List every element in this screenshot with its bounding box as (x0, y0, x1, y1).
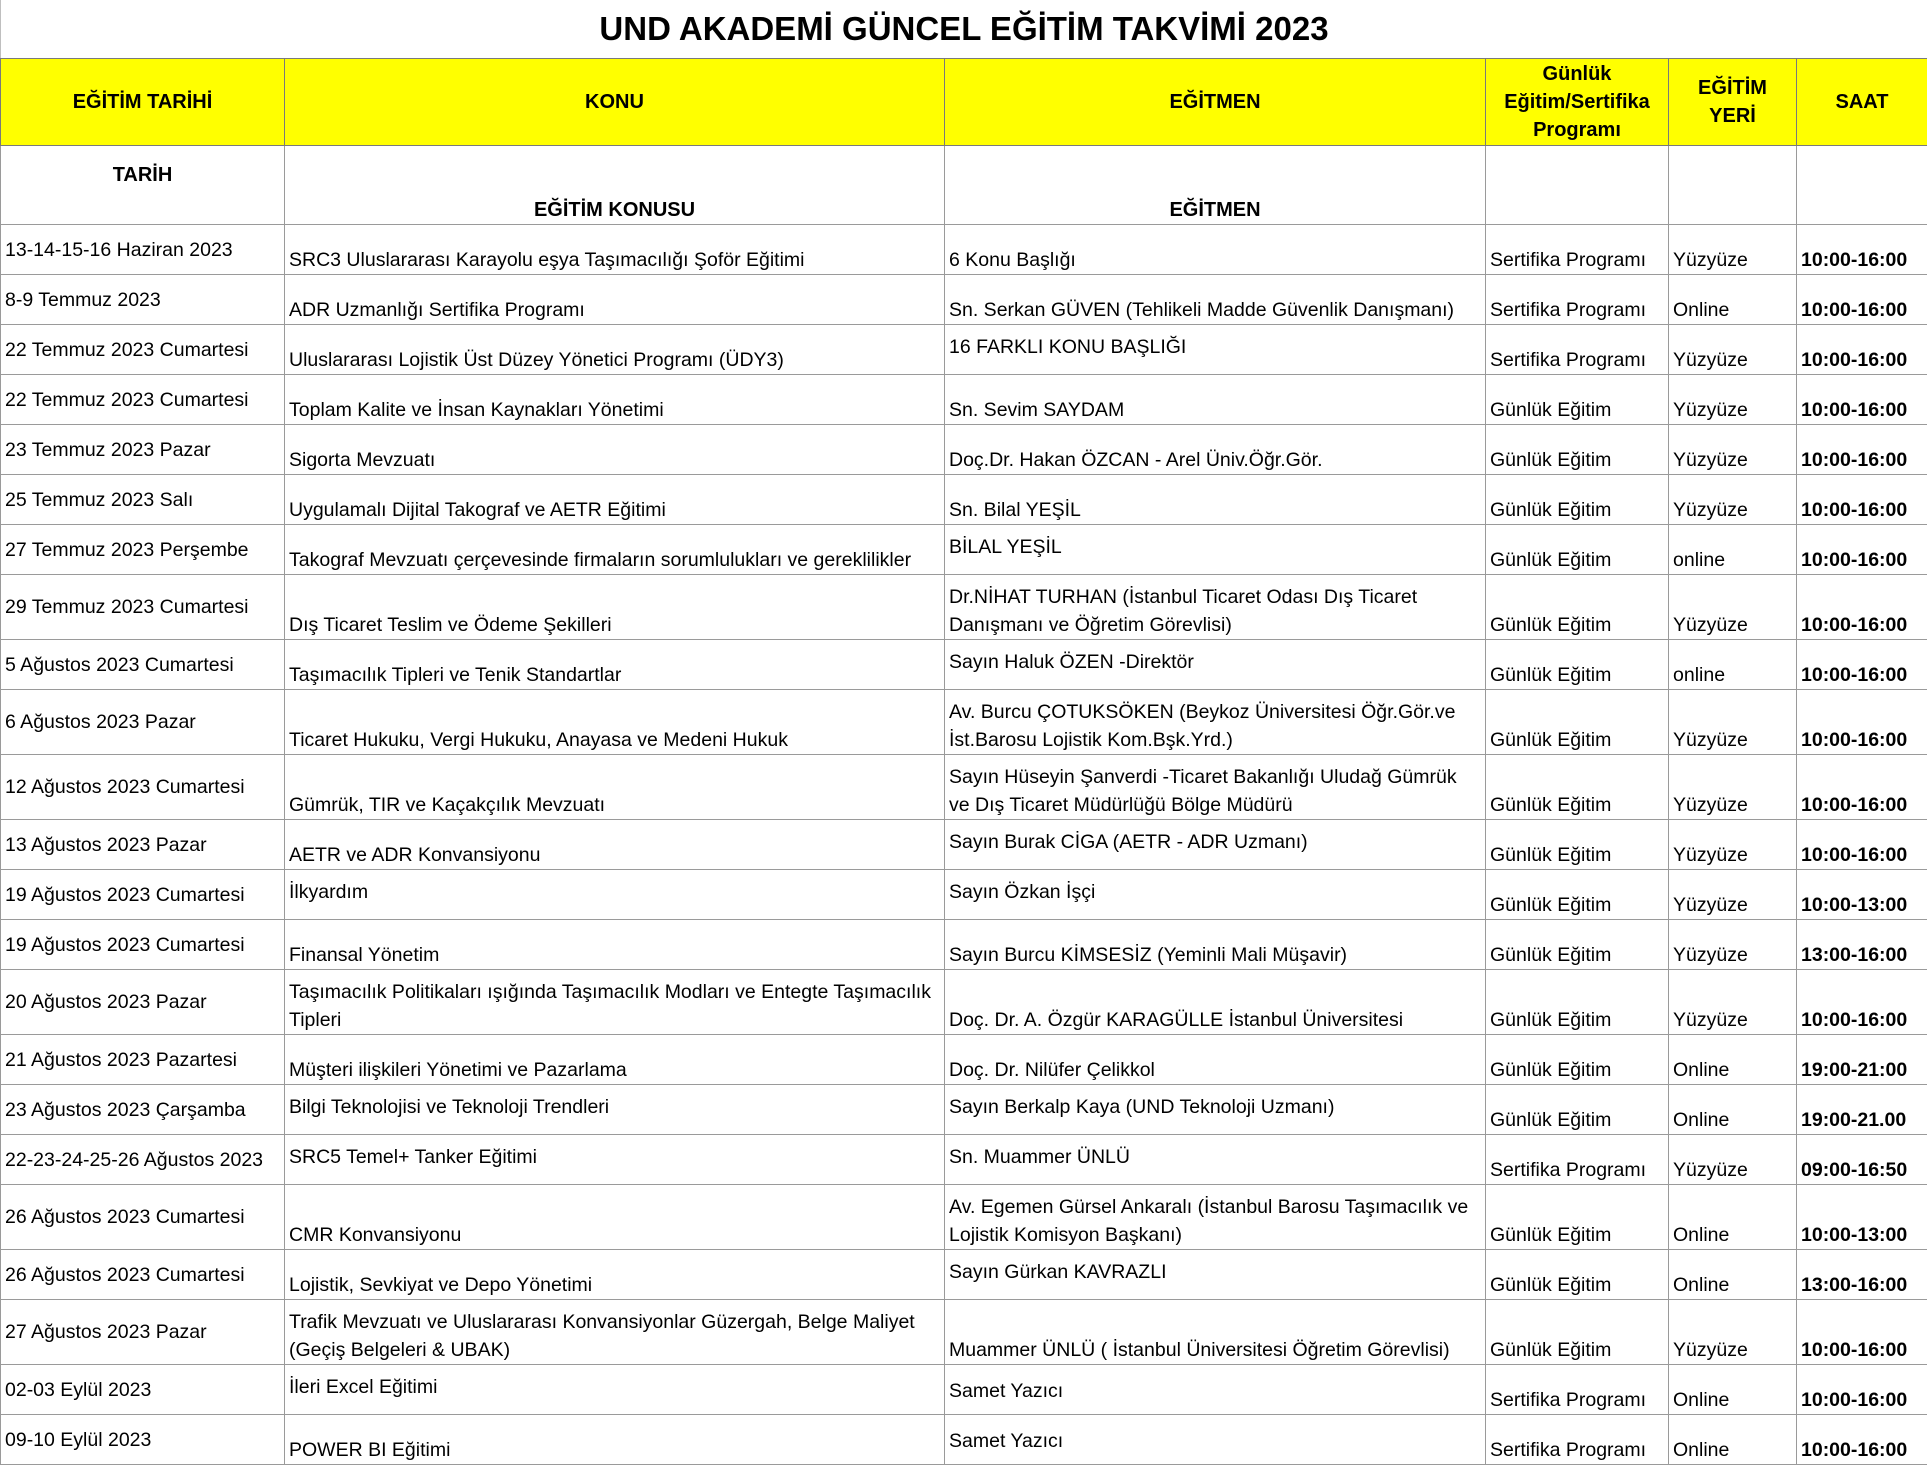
cell-place: Online (1669, 1415, 1797, 1465)
cell-program: Günlük Eğitim (1486, 640, 1669, 690)
cell-date: 26 Ağustos 2023 Cumartesi (1, 1185, 285, 1250)
cell-program: Günlük Eğitim (1486, 1035, 1669, 1085)
cell-program: Günlük Eğitim (1486, 1250, 1669, 1300)
cell-time: 10:00-16:00 (1797, 1415, 1927, 1465)
table-row (1, 375, 1927, 425)
subheader-egitim-konusu: EĞİTİM KONUSU (285, 146, 945, 225)
table-row (1, 275, 1927, 325)
cell-instructor: Doç.Dr. Hakan ÖZCAN - Arel Üniv.Öğr.Gör. (945, 425, 1486, 475)
cell-place: Online (1669, 1085, 1797, 1135)
cell-date: 29 Temmuz 2023 Cumartesi (1, 575, 285, 640)
header-egitim-yeri: EĞİTİM YERİ (1669, 59, 1797, 146)
cell-topic: Lojistik, Sevkiyat ve Depo Yönetimi (285, 1250, 945, 1300)
cell-time: 10:00-16:00 (1797, 1365, 1927, 1415)
cell-instructor: Muammer ÜNLÜ ( İstanbul Üniversitesi Öğretim Görevlisi) (945, 1300, 1486, 1365)
cell-place: Online (1669, 1250, 1797, 1300)
cell-program: Günlük Eğitim (1486, 1185, 1669, 1250)
cell-topic: Taşımacılık Politikaları ışığında Taşımacılık Modları ve Entegte Taşımacılık Tipleri (285, 970, 945, 1035)
cell-time: 10:00-16:00 (1797, 225, 1927, 275)
cell-topic: Finansal Yönetim (285, 920, 945, 970)
cell-date: 13-14-15-16 Haziran 2023 (1, 225, 285, 275)
cell-date: 02-03 Eylül 2023 (1, 1365, 285, 1415)
subheader-row (1, 146, 1927, 225)
table-row (1, 640, 1927, 690)
cell-topic: Trafik Mevzuatı ve Uluslararası Konvansiyonlar Güzergah, Belge Maliyet (Geçiş Belgeleri & UBAK) (285, 1300, 945, 1365)
cell-program: Günlük Eğitim (1486, 375, 1669, 425)
cell-instructor: Samet Yazıcı (945, 1415, 1486, 1465)
cell-topic: Toplam Kalite ve İnsan Kaynakları Yönetimi (285, 375, 945, 425)
cell-date: 26 Ağustos 2023 Cumartesi (1, 1250, 285, 1300)
cell-date: 27 Temmuz 2023 Perşembe (1, 525, 285, 575)
table-row (1, 475, 1927, 525)
cell-instructor: Sn. Serkan GÜVEN (Tehlikeli Madde Güvenlik Danışmanı) (945, 275, 1486, 325)
table-row (1, 1135, 1927, 1185)
cell-topic: Sigorta Mevzuatı (285, 425, 945, 475)
cell-place: Yüzyüze (1669, 820, 1797, 870)
table-row (1, 690, 1927, 755)
header-egitim-tarihi: EĞİTİM TARİHİ (1, 59, 285, 146)
cell-instructor: Av. Egemen Gürsel Ankaralı (İstanbul Barosu Taşımacılık ve Lojistik Komisyon Başkanı) (945, 1185, 1486, 1250)
cell-program: Günlük Eğitim (1486, 755, 1669, 820)
table-row (1, 1415, 1927, 1465)
cell-program: Sertifika Programı (1486, 325, 1669, 375)
cell-place: Yüzyüze (1669, 325, 1797, 375)
cell-place: Yüzyüze (1669, 475, 1797, 525)
cell-program: Sertifika Programı (1486, 225, 1669, 275)
cell-date: 23 Ağustos 2023 Çarşamba (1, 1085, 285, 1135)
cell-program: Günlük Eğitim (1486, 475, 1669, 525)
cell-instructor: Sayın Hüseyin Şanverdi -Ticaret Bakanlığı Uludağ Gümrük ve Dış Ticaret Müdürlüğü Bölge Müdürü (945, 755, 1486, 820)
cell-instructor: BİLAL YEŞİL (945, 525, 1486, 575)
cell-instructor: Av. Burcu ÇOTUKSÖKEN (Beykoz Üniversitesi Öğr.Gör.ve İst.Barosu Lojistik Kom.Bşk.Yrd.) (945, 690, 1486, 755)
cell-date: 8-9 Temmuz 2023 (1, 275, 285, 325)
cell-place: Online (1669, 1365, 1797, 1415)
cell-program: Günlük Eğitim (1486, 575, 1669, 640)
page-title: UND AKADEMİ GÜNCEL EĞİTİM TAKVİMİ 2023 (0, 0, 1927, 58)
table-row (1, 870, 1927, 920)
cell-time: 10:00-16:00 (1797, 475, 1927, 525)
cell-date: 27 Ağustos 2023 Pazar (1, 1300, 285, 1365)
cell-place: Yüzyüze (1669, 1135, 1797, 1185)
cell-topic: AETR ve ADR Konvansiyonu (285, 820, 945, 870)
table-row (1, 325, 1927, 375)
cell-topic: Gümrük, TIR ve Kaçakçılık Mevzuatı (285, 755, 945, 820)
header-egitmen: EĞİTMEN (945, 59, 1486, 146)
cell-date: 19 Ağustos 2023 Cumartesi (1, 920, 285, 970)
cell-program: Günlük Eğitim (1486, 525, 1669, 575)
cell-date: 09-10 Eylül 2023 (1, 1415, 285, 1465)
cell-time: 10:00-16:00 (1797, 325, 1927, 375)
header-program: Günlük Eğitim/Sertifika Programı (1486, 59, 1669, 146)
table-row (1, 525, 1927, 575)
cell-date: 25 Temmuz 2023 Salı (1, 475, 285, 525)
cell-date: 20 Ağustos 2023 Pazar (1, 970, 285, 1035)
cell-time: 13:00-16:00 (1797, 920, 1927, 970)
cell-instructor: Sn. Bilal YEŞİL (945, 475, 1486, 525)
cell-program: Günlük Eğitim (1486, 870, 1669, 920)
cell-topic: Bilgi Teknolojisi ve Teknoloji Trendleri (285, 1085, 945, 1135)
subheader-tarih: TARİH (1, 146, 285, 225)
cell-time: 09:00-16:50 (1797, 1135, 1927, 1185)
cell-place: Yüzyüze (1669, 425, 1797, 475)
cell-instructor: Sayın Özkan İşçi (945, 870, 1486, 920)
cell-instructor: Dr.NİHAT TURHAN (İstanbul Ticaret Odası Dış Ticaret Danışmanı ve Öğretim Görevlisi) (945, 575, 1486, 640)
cell-instructor: Sayın Haluk ÖZEN -Direktör (945, 640, 1486, 690)
cell-time: 10:00-13:00 (1797, 870, 1927, 920)
cell-place: Yüzyüze (1669, 690, 1797, 755)
cell-time: 19:00-21.00 (1797, 1085, 1927, 1135)
table-row (1, 755, 1927, 820)
table-row (1, 1185, 1927, 1250)
cell-date: 23 Temmuz 2023 Pazar (1, 425, 285, 475)
cell-place: Yüzyüze (1669, 870, 1797, 920)
cell-topic: Müşteri ilişkileri Yönetimi ve Pazarlama (285, 1035, 945, 1085)
header-konu: KONU (285, 59, 945, 146)
cell-instructor: Sayın Burcu KİMSESİZ (Yeminli Mali Müşavir) (945, 920, 1486, 970)
cell-program: Sertifika Programı (1486, 275, 1669, 325)
table-row (1, 1300, 1927, 1365)
cell-time: 10:00-16:00 (1797, 640, 1927, 690)
cell-place: online (1669, 640, 1797, 690)
table-row (1, 225, 1927, 275)
table-row (1, 820, 1927, 870)
cell-instructor: Sn. Sevim SAYDAM (945, 375, 1486, 425)
cell-date: 22-23-24-25-26 Ağustos 2023 (1, 1135, 285, 1185)
cell-time: 19:00-21:00 (1797, 1035, 1927, 1085)
cell-topic: Uluslararası Lojistik Üst Düzey Yönetici Programı (ÜDY3) (285, 325, 945, 375)
subheader-empty-cell (1797, 146, 1927, 225)
cell-topic: İleri Excel Eğitimi (285, 1365, 945, 1415)
cell-instructor: Sayın Berkalp Kaya (UND Teknoloji Uzmanı) (945, 1085, 1486, 1135)
cell-place: Online (1669, 1185, 1797, 1250)
cell-place: Yüzyüze (1669, 970, 1797, 1035)
cell-instructor: Samet Yazıcı (945, 1365, 1486, 1415)
header-row (1, 59, 1927, 146)
cell-date: 6 Ağustos 2023 Pazar (1, 690, 285, 755)
cell-program: Sertifika Programı (1486, 1415, 1669, 1465)
subheader-egitmen: EĞİTMEN (945, 146, 1486, 225)
table-row (1, 920, 1927, 970)
cell-time: 10:00-16:00 (1797, 525, 1927, 575)
cell-instructor: Sn. Muammer ÜNLÜ (945, 1135, 1486, 1185)
cell-topic: CMR Konvansiyonu (285, 1185, 945, 1250)
schedule-table (0, 58, 1927, 1465)
cell-time: 10:00-16:00 (1797, 275, 1927, 325)
cell-program: Günlük Eğitim (1486, 820, 1669, 870)
table-row (1, 1250, 1927, 1300)
cell-time: 10:00-16:00 (1797, 970, 1927, 1035)
cell-time: 10:00-16:00 (1797, 1300, 1927, 1365)
cell-time: 10:00-13:00 (1797, 1185, 1927, 1250)
cell-time: 10:00-16:00 (1797, 690, 1927, 755)
cell-instructor: 16 FARKLI KONU BAŞLIĞI (945, 325, 1486, 375)
cell-date: 21 Ağustos 2023 Pazartesi (1, 1035, 285, 1085)
cell-place: Online (1669, 1035, 1797, 1085)
cell-time: 10:00-16:00 (1797, 375, 1927, 425)
cell-topic: Uygulamalı Dijital Takograf ve AETR Eğitimi (285, 475, 945, 525)
cell-place: Yüzyüze (1669, 755, 1797, 820)
cell-program: Günlük Eğitim (1486, 920, 1669, 970)
cell-instructor: Doç. Dr. A. Özgür KARAGÜLLE İstanbul Üniversitesi (945, 970, 1486, 1035)
table-row (1, 1085, 1927, 1135)
cell-topic: SRC3 Uluslararası Karayolu eşya Taşımacılığı Şoför Eğitimi (285, 225, 945, 275)
cell-instructor: Doç. Dr. Nilüfer Çelikkol (945, 1035, 1486, 1085)
cell-place: Yüzyüze (1669, 225, 1797, 275)
cell-place: online (1669, 525, 1797, 575)
cell-date: 13 Ağustos 2023 Pazar (1, 820, 285, 870)
subheader-empty-cell (1486, 146, 1669, 225)
cell-place: Yüzyüze (1669, 575, 1797, 640)
cell-time: 10:00-16:00 (1797, 820, 1927, 870)
cell-program: Günlük Eğitim (1486, 1300, 1669, 1365)
cell-date: 5 Ağustos 2023 Cumartesi (1, 640, 285, 690)
table-row (1, 1365, 1927, 1415)
cell-topic: ADR Uzmanlığı Sertifika Programı (285, 275, 945, 325)
cell-instructor: Sayın Burak CİGA (AETR - ADR Uzmanı) (945, 820, 1486, 870)
cell-program: Sertifika Programı (1486, 1135, 1669, 1185)
cell-program: Sertifika Programı (1486, 1365, 1669, 1415)
table-row (1, 1035, 1927, 1085)
cell-program: Günlük Eğitim (1486, 690, 1669, 755)
table-row (1, 970, 1927, 1035)
table-row (1, 575, 1927, 640)
cell-topic: SRC5 Temel+ Tanker Eğitimi (285, 1135, 945, 1185)
cell-topic: Taşımacılık Tipleri ve Tenik Standartlar (285, 640, 945, 690)
cell-program: Günlük Eğitim (1486, 425, 1669, 475)
cell-date: 12 Ağustos 2023 Cumartesi (1, 755, 285, 820)
cell-topic: Takograf Mevzuatı çerçevesinde firmaların sorumlulukları ve gereklilikler (285, 525, 945, 575)
table-row (1, 425, 1927, 475)
cell-place: Yüzyüze (1669, 920, 1797, 970)
cell-date: 19 Ağustos 2023 Cumartesi (1, 870, 285, 920)
cell-time: 10:00-16:00 (1797, 755, 1927, 820)
cell-instructor: Sayın Gürkan KAVRAZLI (945, 1250, 1486, 1300)
header-saat: SAAT (1797, 59, 1927, 146)
cell-topic: Ticaret Hukuku, Vergi Hukuku, Anayasa ve Medeni Hukuk (285, 690, 945, 755)
cell-time: 10:00-16:00 (1797, 425, 1927, 475)
cell-topic: İlkyardım (285, 870, 945, 920)
cell-place: Yüzyüze (1669, 1300, 1797, 1365)
cell-program: Günlük Eğitim (1486, 970, 1669, 1035)
cell-date: 22 Temmuz 2023 Cumartesi (1, 325, 285, 375)
cell-time: 10:00-16:00 (1797, 575, 1927, 640)
cell-date: 22 Temmuz 2023 Cumartesi (1, 375, 285, 425)
cell-instructor: 6 Konu Başlığı (945, 225, 1486, 275)
cell-program: Günlük Eğitim (1486, 1085, 1669, 1135)
cell-topic: POWER BI Eğitimi (285, 1415, 945, 1465)
cell-place: Online (1669, 275, 1797, 325)
cell-topic: Dış Ticaret Teslim ve Ödeme Şekilleri (285, 575, 945, 640)
cell-time: 13:00-16:00 (1797, 1250, 1927, 1300)
cell-place: Yüzyüze (1669, 375, 1797, 425)
subheader-empty-cell (1669, 146, 1797, 225)
